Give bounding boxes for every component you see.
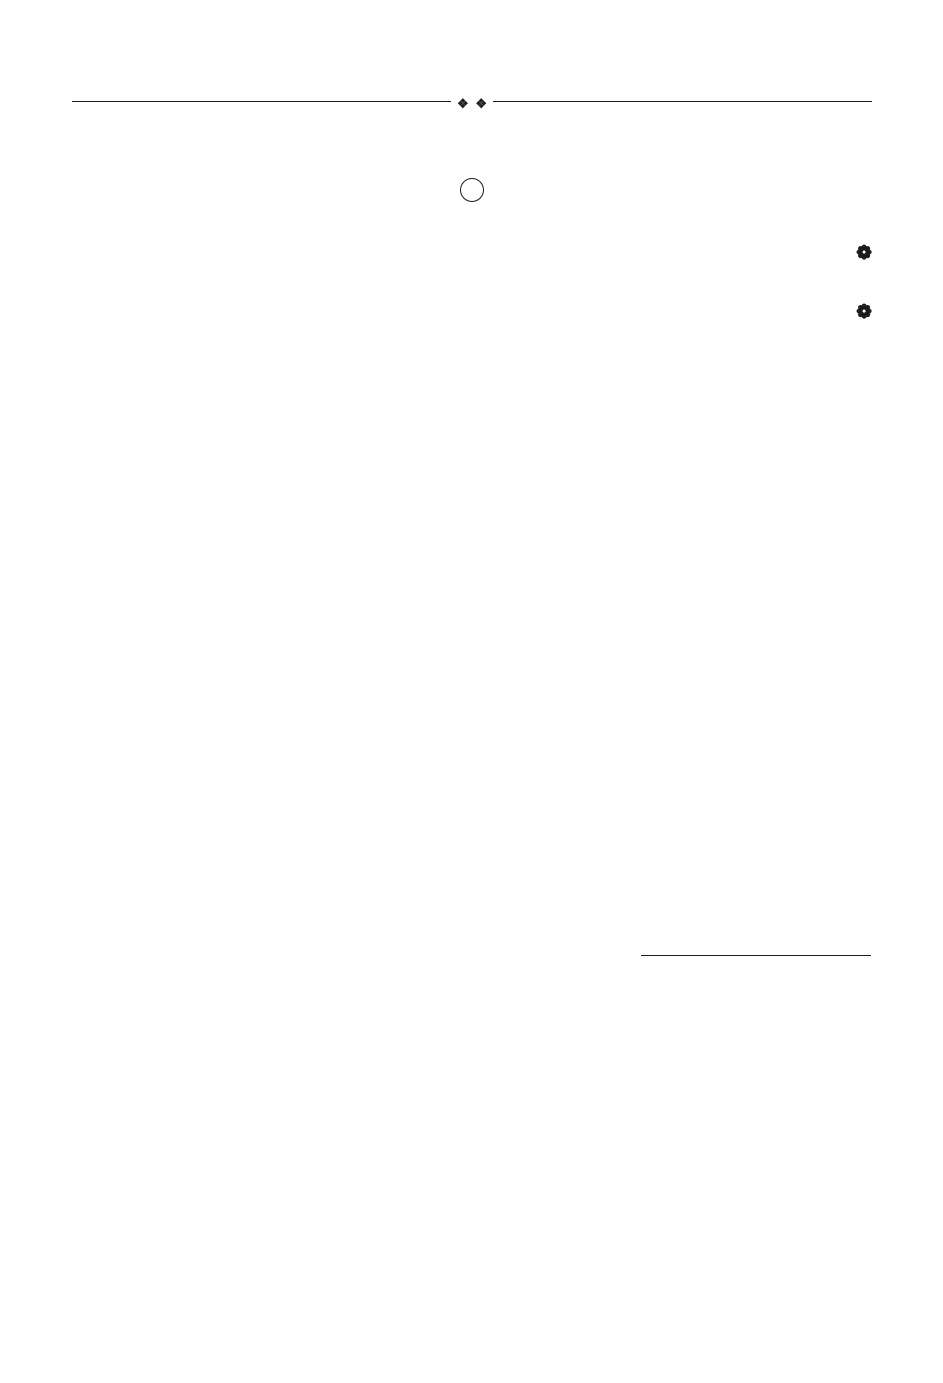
section-heading-nuzul (72, 232, 872, 273)
footnote-separator (641, 955, 871, 956)
flower-ornament-icon: ❁ (856, 242, 872, 264)
section-heading-tafsir (72, 291, 872, 332)
flower-ornament-icon: ❁ (856, 301, 872, 323)
verse-line (72, 168, 872, 208)
ornament-icon: ❖ (457, 97, 469, 112)
main-text (72, 138, 872, 336)
ayah-number-icon (460, 178, 484, 202)
ornament-icon: ❖ (475, 97, 487, 112)
page-number-row (72, 91, 872, 113)
page-number-box (451, 91, 493, 116)
